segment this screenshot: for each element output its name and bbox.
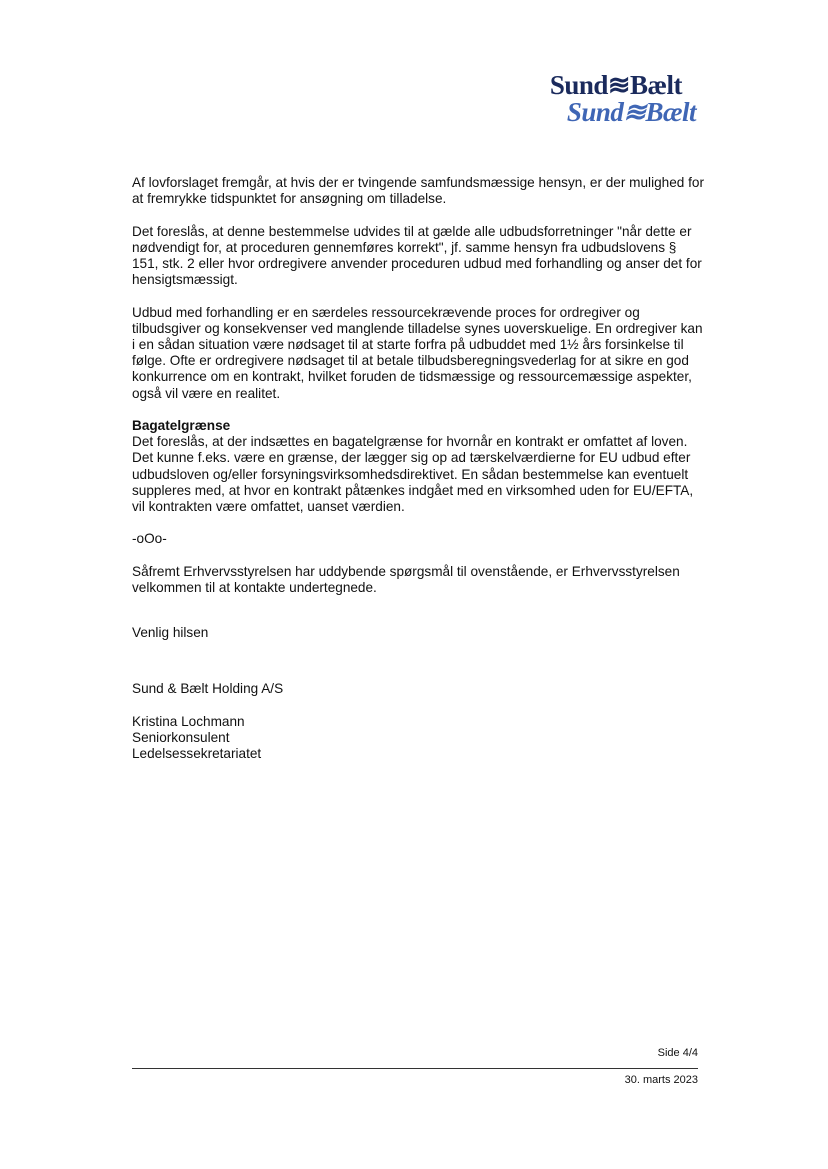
section-heading: Bagatelgrænse [132,418,231,433]
separator: -oOo- [132,531,167,547]
paragraph-4: Det foreslås, at der indsættes en bagatelgrænse for hvornår en kontrakt er omfattet af loven. Det kunne f.eks. være en grænse, der lægger sig op ad tærskelværdierne for EU udbud efter udbudsloven og/eller forsyningsvirksomhedsdirektivet. En sådan bestemmelse kan eventuelt suppleres med, at hvor en kontrakt påtænkes indgået med en virksomhed uden for EU/EFTA, vil kontrakten være omfattet, uanset værdien. [132,434,694,515]
logo-line-2: Sund≋Bælt [566,97,696,127]
letter-body [132,175,704,762]
letter-date: 30. marts 2023 [624,1074,698,1086]
paragraph-2: Det foreslås, at denne bestemmelse udvides til at gælde alle udbudsforretninger "når dette er nødvendigt for, at proceduren gennemføres korrekt", jf. samme hensyn fra udbudslovens § 151, stk. 2 eller hvor ordregivere anvender proceduren udbud med forhandling og anser det for hensigtsmæssigt. [132,223,702,288]
signer-name: Kristina Lochmann [132,713,245,729]
logo-line-1: Sund≋Bælt [549,70,682,100]
signer-title: Seniorkonsulent [132,730,230,745]
paragraph-5: Såfremt Erhvervsstyrelsen har uddybende spørgsmål til ovenstående, er Erhvervsstyrelsen velkommen til at kontakte undertegnede. [132,563,680,595]
paragraph-3: Udbud med forhandling er en særdeles ressourcekrævende proces for ordregiver og tilbudsgiver og konsekvenser ved manglende tilladelse synes uoverskuelige. En ordregiver kan i en sådan situation være nødsaget til at starte forfra på udbuddet med 1½ års forsinkelse til følge. Ofte er ordregivere nødsaget til at betale tilbudsberegningsvederlag for at sikre en god konkurrence om en kontrakt, hvilket foruden de tidsmæssige og ressourcemæssige aspekter, også vil være en realitet. [132,304,703,401]
paragraph-1: Af lovforslaget fremgår, at hvis der er tvingende samfundsmæssige hensyn, er der mulighed for at fremrykke tidspunktet for ansøgning om tilladelse. [132,175,704,207]
footer-divider [132,1068,698,1069]
sund-baelt-logo [492,70,702,128]
closing: Venlig hilsen [132,625,209,641]
signer-department: Ledelsessekretariatet [132,746,262,762]
page-number: Side 4/4 [657,1047,698,1059]
company-name: Sund & Bælt Holding A/S [132,681,284,697]
